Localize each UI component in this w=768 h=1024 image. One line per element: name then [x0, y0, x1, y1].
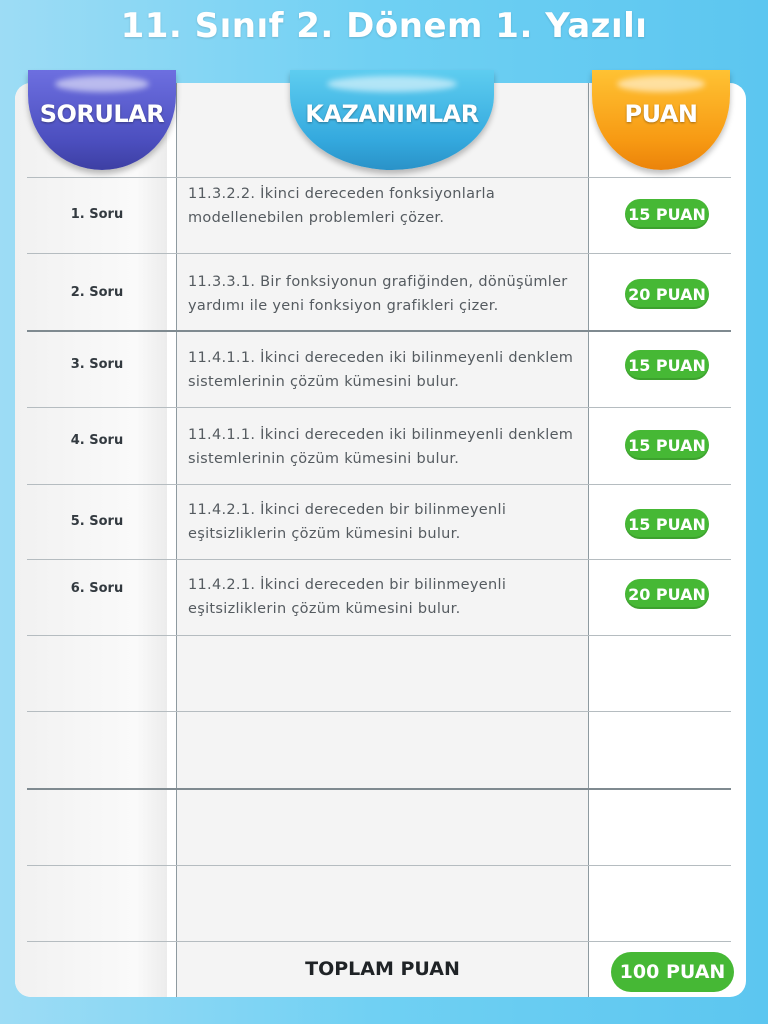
row-divider — [27, 177, 731, 178]
row-divider — [27, 484, 731, 485]
row-divider — [27, 559, 731, 560]
question-label: 1. Soru — [70, 207, 124, 222]
row-divider — [27, 635, 731, 636]
kazanim-text: 11.4.1.1. İkinci dereceden iki bilinmeyenli denklem sistemlerinin çözüm kümesini bulur. — [188, 350, 574, 390]
question-label: 5. Soru — [70, 514, 124, 529]
row-divider — [27, 788, 731, 790]
question-label: 6. Soru — [70, 581, 124, 596]
row-divider — [27, 865, 731, 866]
points-badge: 15 PUAN — [625, 430, 709, 460]
kazanim-text: 11.4.1.1. İkinci dereceden iki bilinmeyenli denklem sistemlerinin çözüm kümesini bulur. — [188, 427, 574, 467]
sorular-header-label: SORULAR — [39, 100, 165, 128]
kazanim-text: 11.4.2.1. İkinci dereceden bir bilinmeyenli eşitsizliklerin çözüm kümesini bulur. — [188, 577, 507, 617]
kazanim-text: 11.4.2.1. İkinci dereceden bir bilinmeyenli eşitsizliklerin çözüm kümesini bulur. — [188, 502, 507, 542]
points-badge: 20 PUAN — [625, 279, 709, 309]
column-divider — [588, 83, 589, 997]
column-divider — [176, 83, 177, 997]
row-divider — [27, 407, 731, 408]
row-divider — [27, 330, 731, 332]
kazanim-text: 11.3.3.1. Bir fonksiyonun grafiğinden, dönüşümler yardımı ile yeni fonksiyon grafikleri çizer. — [188, 274, 568, 314]
kazanim-text: 11.3.2.2. İkinci dereceden fonksiyonlarla modellenebilen problemleri çözer. — [188, 186, 496, 226]
banner-shine — [617, 76, 705, 92]
puan-header-label: PUAN — [624, 100, 698, 128]
page-title: 11. Sınıf 2. Dönem 1. Yazılı — [120, 6, 648, 46]
row-divider — [27, 711, 731, 712]
total-points-label: TOPLAM PUAN — [305, 958, 460, 980]
points-badge: 15 PUAN — [625, 350, 709, 380]
row-divider — [27, 941, 731, 942]
total-points-badge: 100 PUAN — [611, 952, 734, 992]
points-badge: 15 PUAN — [625, 199, 709, 229]
banner-shine — [327, 76, 458, 92]
question-label: 2. Soru — [70, 285, 124, 300]
points-badge: 20 PUAN — [625, 579, 709, 609]
points-badge: 15 PUAN — [625, 509, 709, 539]
question-label: 3. Soru — [70, 357, 124, 372]
row-divider — [27, 253, 731, 254]
banner-shine — [55, 76, 150, 92]
question-label: 4. Soru — [70, 433, 124, 448]
kazanimlar-header-label: KAZANIMLAR — [305, 100, 479, 128]
